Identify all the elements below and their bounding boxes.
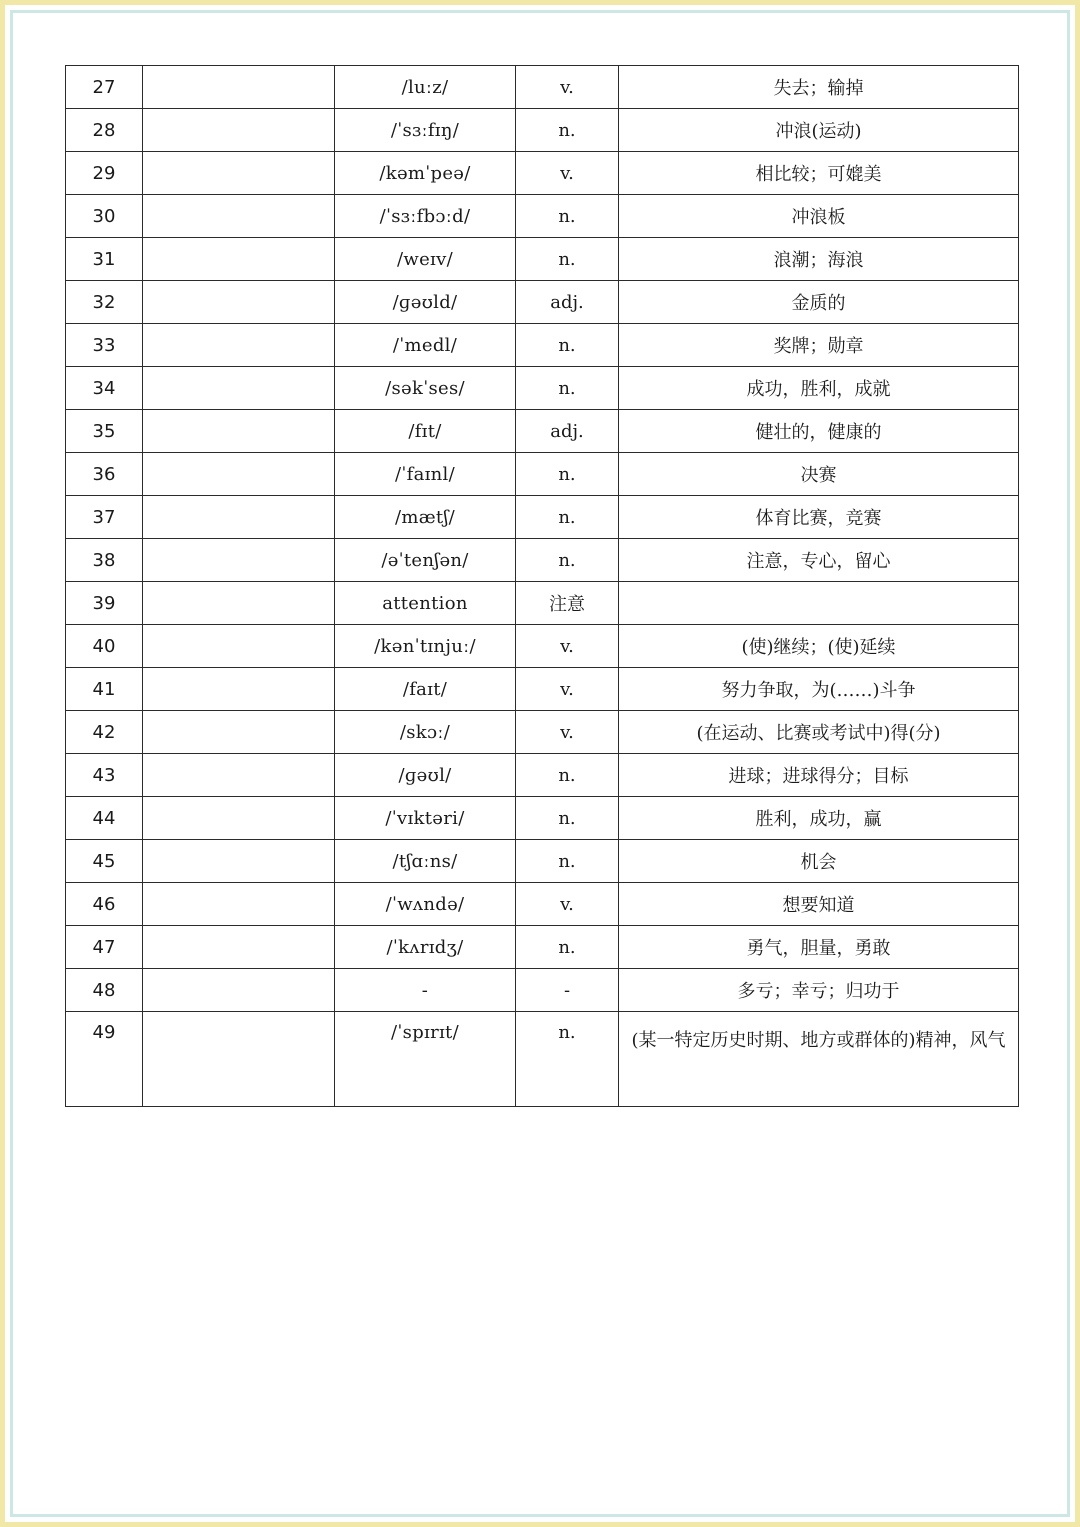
- word-cell: [143, 324, 335, 367]
- phonetic-cell: /ˈwʌndə/: [335, 883, 516, 926]
- meaning-cell: 相比较；可媲美: [619, 152, 1019, 195]
- phonetic-cell: /skɔː/: [335, 711, 516, 754]
- part-of-speech-cell: n.: [516, 109, 619, 152]
- part-of-speech-cell: v.: [516, 711, 619, 754]
- word-cell: [143, 625, 335, 668]
- phonetic-cell: /ɡəʊld/: [335, 281, 516, 324]
- row-number: 33: [66, 324, 143, 367]
- part-of-speech-cell: adj.: [516, 410, 619, 453]
- row-number: 31: [66, 238, 143, 281]
- table-row: [66, 66, 1019, 109]
- word-cell: [143, 883, 335, 926]
- phonetic-cell: /kəmˈpeə/: [335, 152, 516, 195]
- part-of-speech-cell: n.: [516, 496, 619, 539]
- table-row: [66, 109, 1019, 152]
- row-number: 46: [66, 883, 143, 926]
- part-of-speech-cell: n.: [516, 539, 619, 582]
- word-cell: [143, 754, 335, 797]
- word-cell: [143, 453, 335, 496]
- phonetic-cell: /ɡəʊl/: [335, 754, 516, 797]
- meaning-cell: (使)继续；(使)延续: [619, 625, 1019, 668]
- meaning-cell: (在运动、比赛或考试中)得(分): [619, 711, 1019, 754]
- meaning-cell: 多亏；幸亏；归功于: [619, 969, 1019, 1012]
- meaning-cell: 机会: [619, 840, 1019, 883]
- table-row: [66, 496, 1019, 539]
- meaning-cell: 决赛: [619, 453, 1019, 496]
- phonetic-cell: /səkˈses/: [335, 367, 516, 410]
- part-of-speech-cell: 注意: [516, 582, 619, 625]
- table-row: [66, 883, 1019, 926]
- phonetic-cell: -: [335, 969, 516, 1012]
- phonetic-cell: /ˈsɜːfɪŋ/: [335, 109, 516, 152]
- meaning-cell: [619, 582, 1019, 625]
- row-number: 44: [66, 797, 143, 840]
- table-row: [66, 324, 1019, 367]
- meaning-cell: 健壮的，健康的: [619, 410, 1019, 453]
- part-of-speech-cell: n.: [516, 840, 619, 883]
- part-of-speech-cell: n.: [516, 754, 619, 797]
- word-cell: [143, 238, 335, 281]
- phonetic-cell: /ˈmedl/: [335, 324, 516, 367]
- word-cell: [143, 281, 335, 324]
- part-of-speech-cell: v.: [516, 883, 619, 926]
- table-row: [66, 1012, 1019, 1107]
- phonetic-cell: /ˈspɪrɪt/: [335, 1012, 516, 1107]
- phonetic-cell: /tʃɑːns/: [335, 840, 516, 883]
- part-of-speech-cell: n.: [516, 797, 619, 840]
- meaning-cell: 想要知道: [619, 883, 1019, 926]
- phonetic-cell: /ˈsɜːfbɔːd/: [335, 195, 516, 238]
- word-cell: [143, 539, 335, 582]
- table-row: [66, 367, 1019, 410]
- word-cell: [143, 668, 335, 711]
- meaning-cell: 失去；输掉: [619, 66, 1019, 109]
- row-number: 42: [66, 711, 143, 754]
- meaning-cell: 勇气，胆量，勇敢: [619, 926, 1019, 969]
- part-of-speech-cell: n.: [516, 1012, 619, 1107]
- table-row: [66, 238, 1019, 281]
- row-number: 45: [66, 840, 143, 883]
- part-of-speech-cell: n.: [516, 367, 619, 410]
- meaning-cell: 浪潮；海浪: [619, 238, 1019, 281]
- table-row: [66, 152, 1019, 195]
- phonetic-cell: /əˈtenʃən/: [335, 539, 516, 582]
- table-row: [66, 797, 1019, 840]
- table-row: [66, 926, 1019, 969]
- row-number: 41: [66, 668, 143, 711]
- row-number: 49: [66, 1012, 143, 1107]
- word-cell: [143, 840, 335, 883]
- part-of-speech-cell: n.: [516, 453, 619, 496]
- row-number: 43: [66, 754, 143, 797]
- part-of-speech-cell: n.: [516, 926, 619, 969]
- phonetic-cell: attention: [335, 582, 516, 625]
- part-of-speech-cell: -: [516, 969, 619, 1012]
- word-cell: [143, 969, 335, 1012]
- phonetic-cell: /luːz/: [335, 66, 516, 109]
- word-cell: [143, 109, 335, 152]
- word-cell: [143, 410, 335, 453]
- row-number: 36: [66, 453, 143, 496]
- part-of-speech-cell: v.: [516, 66, 619, 109]
- part-of-speech-cell: v.: [516, 152, 619, 195]
- meaning-cell: 胜利，成功，赢: [619, 797, 1019, 840]
- vocabulary-table: [65, 65, 1019, 1107]
- row-number: 38: [66, 539, 143, 582]
- row-number: 27: [66, 66, 143, 109]
- part-of-speech-cell: v.: [516, 668, 619, 711]
- row-number: 29: [66, 152, 143, 195]
- row-number: 47: [66, 926, 143, 969]
- meaning-cell: 冲浪(运动): [619, 109, 1019, 152]
- table-row: [66, 625, 1019, 668]
- phonetic-cell: /fɪt/: [335, 410, 516, 453]
- word-cell: [143, 926, 335, 969]
- table-row: [66, 195, 1019, 238]
- row-number: 28: [66, 109, 143, 152]
- row-number: 37: [66, 496, 143, 539]
- meaning-cell: 注意，专心，留心: [619, 539, 1019, 582]
- table-row: [66, 840, 1019, 883]
- word-cell: [143, 797, 335, 840]
- vocabulary-table-body: [66, 66, 1019, 1107]
- meaning-cell: 努力争取，为(……)斗争: [619, 668, 1019, 711]
- word-cell: [143, 66, 335, 109]
- phonetic-cell: /mætʃ/: [335, 496, 516, 539]
- phonetic-cell: /ˈvɪktəri/: [335, 797, 516, 840]
- part-of-speech-cell: n.: [516, 195, 619, 238]
- word-cell: [143, 367, 335, 410]
- table-row: [66, 754, 1019, 797]
- word-cell: [143, 195, 335, 238]
- table-row: [66, 711, 1019, 754]
- table-row: [66, 281, 1019, 324]
- phonetic-cell: /kənˈtɪnjuː/: [335, 625, 516, 668]
- word-cell: [143, 496, 335, 539]
- row-number: 48: [66, 969, 143, 1012]
- part-of-speech-cell: n.: [516, 238, 619, 281]
- part-of-speech-cell: v.: [516, 625, 619, 668]
- meaning-cell: 体育比赛，竞赛: [619, 496, 1019, 539]
- meaning-cell: (某一特定历史时期、地方或群体的)精神，风气: [619, 1012, 1019, 1107]
- meaning-cell: 成功，胜利，成就: [619, 367, 1019, 410]
- phonetic-cell: /ˈkʌrɪdʒ/: [335, 926, 516, 969]
- meaning-cell: 奖牌；勋章: [619, 324, 1019, 367]
- word-cell: [143, 152, 335, 195]
- phonetic-cell: /faɪt/: [335, 668, 516, 711]
- meaning-cell: 金质的: [619, 281, 1019, 324]
- table-row: [66, 410, 1019, 453]
- phonetic-cell: /weɪv/: [335, 238, 516, 281]
- row-number: 40: [66, 625, 143, 668]
- meaning-cell: 冲浪板: [619, 195, 1019, 238]
- table-row: [66, 453, 1019, 496]
- word-cell: [143, 1012, 335, 1107]
- table-row: [66, 582, 1019, 625]
- row-number: 34: [66, 367, 143, 410]
- phonetic-cell: /ˈfaɪnl/: [335, 453, 516, 496]
- word-cell: [143, 582, 335, 625]
- table-row: [66, 539, 1019, 582]
- part-of-speech-cell: adj.: [516, 281, 619, 324]
- word-cell: [143, 711, 335, 754]
- table-row: [66, 969, 1019, 1012]
- row-number: 30: [66, 195, 143, 238]
- row-number: 32: [66, 281, 143, 324]
- table-row: [66, 668, 1019, 711]
- meaning-cell: 进球；进球得分；目标: [619, 754, 1019, 797]
- row-number: 35: [66, 410, 143, 453]
- part-of-speech-cell: n.: [516, 324, 619, 367]
- row-number: 39: [66, 582, 143, 625]
